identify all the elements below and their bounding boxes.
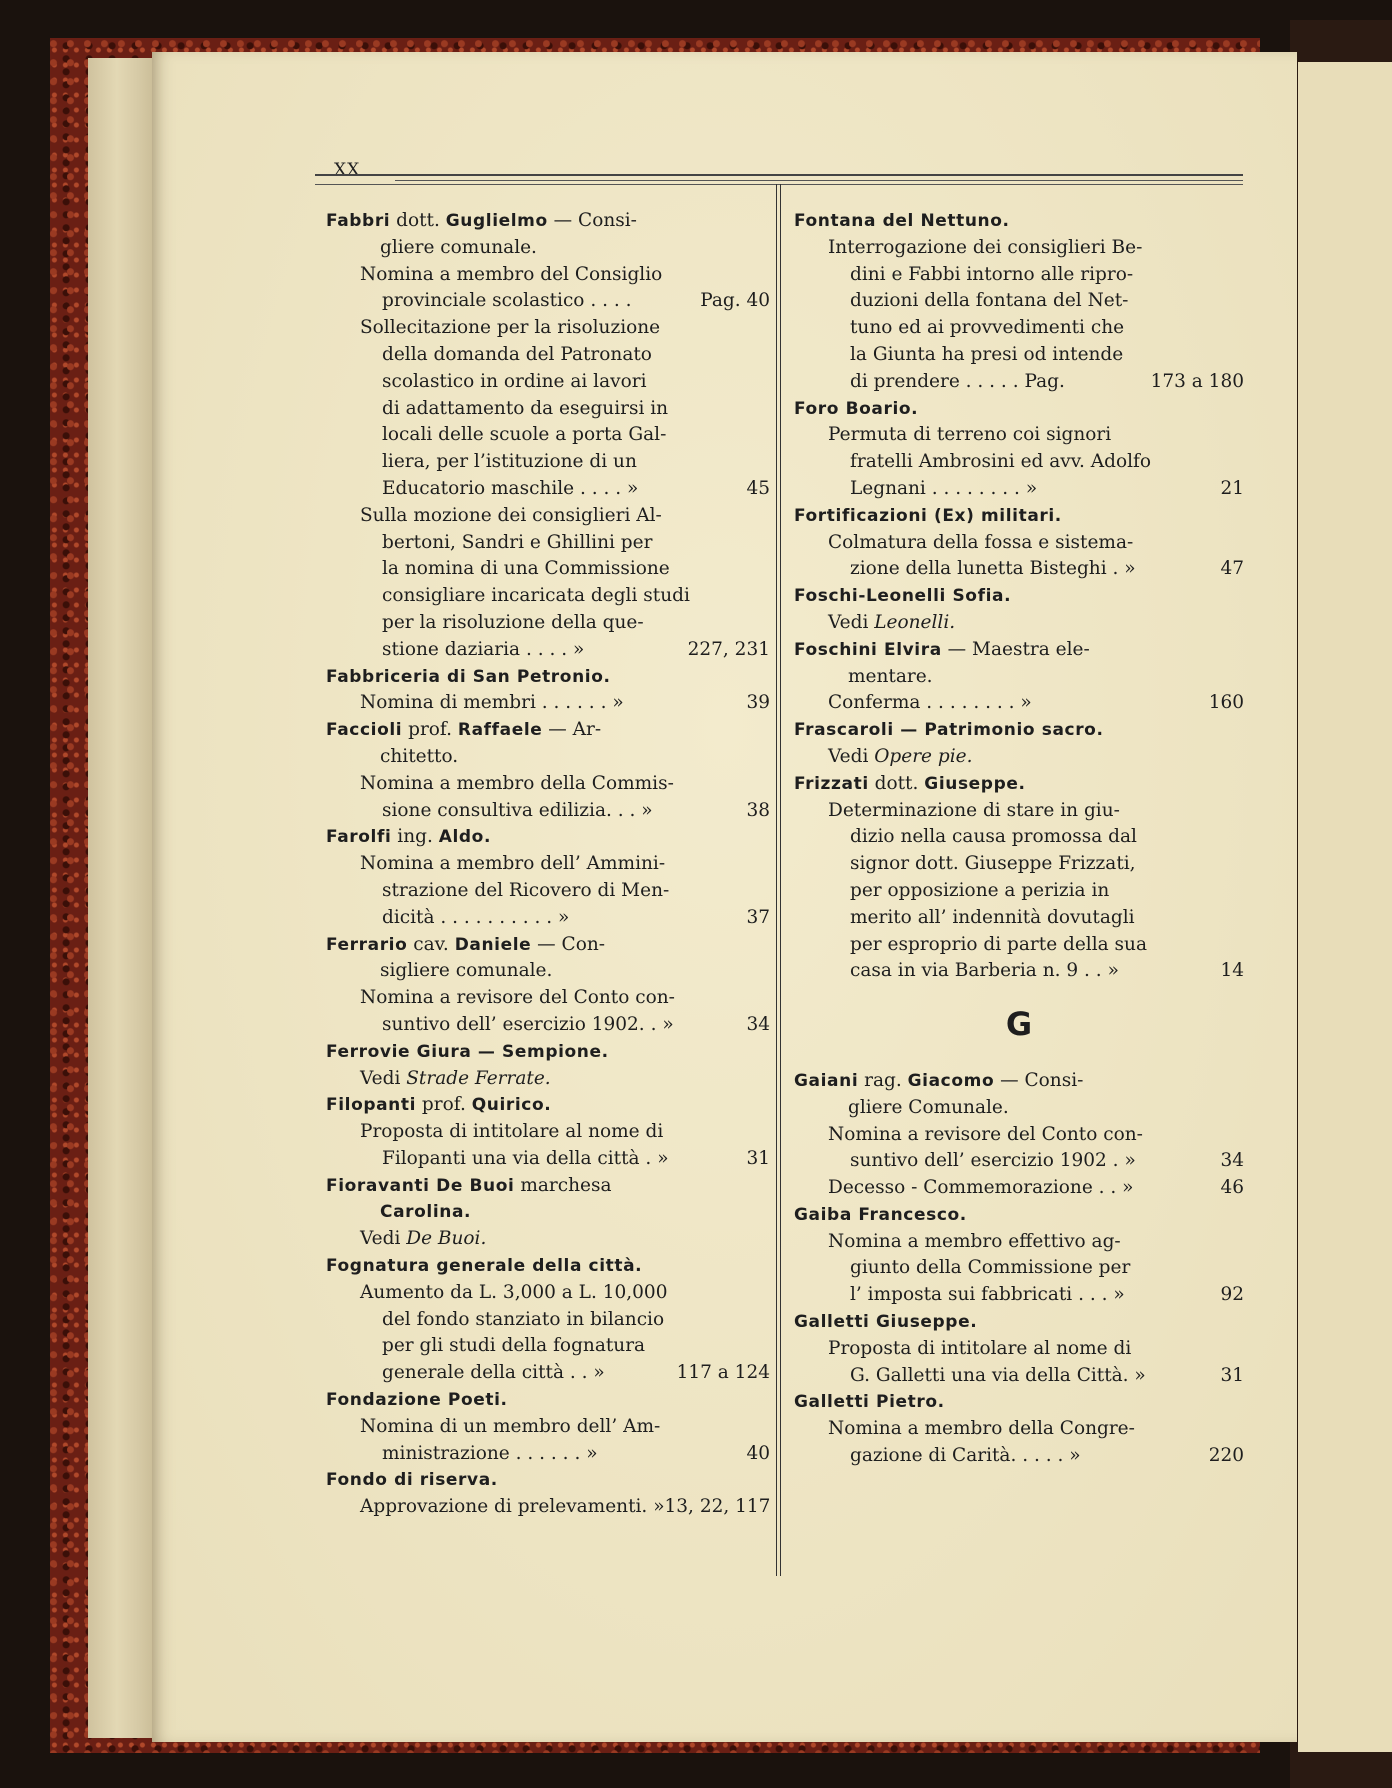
entry-text: Proposta di intitolare al nome di: [360, 1121, 664, 1143]
entry-text: Proposta di intitolare al nome di: [828, 1337, 1132, 1359]
entry-line: [326, 878, 770, 905]
entry-heading: [326, 664, 770, 691]
entry-text: Permuta di terreno coi signori: [828, 424, 1112, 446]
index-entry: [794, 637, 1244, 717]
entry-line: [794, 422, 1244, 449]
entry-text: Determinazione di stare in giu-: [828, 799, 1120, 821]
entry-line: [794, 878, 1244, 905]
index-entry: [326, 824, 770, 931]
entry-line: [794, 1255, 1244, 1282]
entry-heading: [794, 503, 1244, 530]
entry-title: dott.: [868, 772, 925, 794]
entry-text: per esproprio di parte della sua: [850, 933, 1147, 955]
entry-text: tuno ed ai provvedimenti che: [850, 317, 1125, 339]
entry-line: [326, 556, 770, 583]
index-entry: [794, 1202, 1244, 1309]
entry-line: [326, 985, 770, 1012]
entry-heading: [794, 637, 1244, 664]
entry-line: [326, 637, 770, 664]
entry-line: [326, 449, 770, 476]
page-reference: 14: [1220, 960, 1244, 982]
entry-title: dott.: [390, 210, 446, 231]
left-column: [326, 208, 770, 1521]
entry-name: Galletti Giuseppe.: [794, 1312, 978, 1333]
entry-text: fratelli Ambrosini ed avv. Adolfo: [850, 451, 1151, 473]
entry-line: [326, 1414, 770, 1441]
entry-name: Fondo di riserva.: [326, 1470, 498, 1491]
page-reference: 47: [1220, 558, 1244, 580]
page-reference: 31: [1220, 1364, 1244, 1386]
see-text: [360, 1066, 770, 1093]
entry-name: Fortificazioni (Ex) militari.: [794, 505, 1062, 526]
entry-line: [326, 422, 770, 449]
entry-line: [794, 1229, 1244, 1256]
entry-title: — Maestra ele-: [941, 638, 1090, 660]
page-reference: 37: [746, 906, 770, 928]
page-reference: Pag. 40: [700, 290, 770, 312]
facing-page-edge: [1298, 62, 1392, 1752]
entry-line: [794, 1336, 1244, 1363]
index-entry: [794, 1389, 1244, 1469]
entry-heading: [794, 717, 1244, 744]
entry-line: [794, 905, 1244, 932]
entry-line: [326, 1441, 770, 1468]
entry-line: [794, 1416, 1244, 1443]
entry-line: [794, 824, 1244, 851]
page-reference: 38: [746, 799, 770, 821]
entry-line: [794, 476, 1244, 503]
entry-line: [794, 262, 1244, 289]
entry-line: [794, 958, 1244, 985]
entry-text: Colmatura della fossa e sistema-: [828, 531, 1134, 553]
entry-name-given: Quirico.: [471, 1095, 552, 1116]
entry-line: [794, 315, 1244, 342]
entry-text: di adattamento da eseguirsi in: [382, 397, 669, 419]
entry-name: Fabbri: [326, 211, 391, 231]
index-entry: [326, 1092, 770, 1172]
entry-name: Ferrovie Giura — Sempione.: [326, 1041, 609, 1062]
see-target: Leonelli.: [874, 611, 956, 633]
entry-line: [326, 1360, 770, 1387]
entry-line: [326, 288, 770, 315]
index-entry: [794, 717, 1244, 771]
entry-heading: [794, 771, 1244, 798]
see-reference: [794, 610, 1244, 637]
entry-text: ministrazione . . . . . . »: [382, 1442, 598, 1464]
entry-text: merito all’ indennità dovutagli: [850, 906, 1135, 928]
entry-line: [794, 235, 1244, 262]
entry-text: liera, per l’istituzione di un: [382, 451, 637, 473]
entry-name-given: Giacomo: [907, 1070, 995, 1091]
entry-line: [794, 288, 1244, 315]
entry-line: [794, 690, 1244, 717]
entry-text: sione consultiva edilizia. . . »: [382, 799, 653, 821]
see-reference: [326, 1226, 770, 1253]
page-reference: 160: [1208, 692, 1244, 714]
entry-text: dicità . . . . . . . . . . »: [382, 906, 570, 928]
see-text: [828, 610, 1244, 637]
entry-line: [326, 396, 770, 423]
page-reference: 45: [746, 477, 770, 499]
entry-line: [326, 905, 770, 932]
entry-text: consigliare incaricata degli studi: [382, 585, 690, 607]
entry-role: — Consi-: [994, 1069, 1084, 1091]
entry-heading: [794, 1389, 1244, 1416]
entry-name-given: Daniele: [454, 934, 532, 955]
entry-text: per gli studi della fognatura: [382, 1335, 646, 1357]
entry-text: della domanda del Patronato: [382, 343, 652, 365]
entry-line: [326, 610, 770, 637]
entry-role: — Con-: [531, 933, 606, 955]
entry-title: marchesa: [514, 1174, 612, 1196]
entry-line: [326, 315, 770, 342]
entry-text: suntivo dell’ esercizio 1902. . »: [382, 1013, 674, 1035]
entry-line: [326, 342, 770, 369]
entry-text: provinciale scolastico . . . .: [382, 290, 632, 312]
entry-heading: [794, 1068, 1244, 1095]
entry-text: Sulla mozione dei consiglieri Al-: [360, 504, 662, 526]
entry-line: [326, 503, 770, 530]
entry-text: signor dott. Giuseppe Frizzati,: [850, 853, 1136, 875]
index-entry: [326, 932, 770, 1039]
entry-line: [794, 1148, 1244, 1175]
entry-name: Galletti Pietro.: [794, 1392, 945, 1413]
entry-title: prof.: [402, 719, 458, 741]
index-entry: [794, 1068, 1244, 1202]
index-entry: [326, 1387, 770, 1467]
entry-name-given: Guglielmo: [445, 211, 548, 231]
entry-text: Aumento da L. 3,000 a L. 10,000: [360, 1281, 668, 1303]
entry-name: Ferrario: [326, 934, 408, 955]
entry-text: strazione del Ricovero di Men-: [382, 879, 670, 901]
see-reference: [326, 1066, 770, 1093]
entry-text: gazione di Carità. . . . . »: [850, 1445, 1081, 1467]
page-edges: [88, 58, 160, 1738]
entry-name: Fondazione Poeti.: [326, 1390, 508, 1411]
index-entry: [794, 583, 1244, 637]
entry-line: [794, 932, 1244, 959]
entry-line: [794, 851, 1244, 878]
see-label: Vedi: [360, 1228, 407, 1250]
entry-text: suntivo dell’ esercizio 1902 . »: [850, 1150, 1136, 1172]
entry-line: [326, 476, 770, 503]
entry-heading: [326, 1092, 770, 1119]
page-reference: 34: [1220, 1150, 1244, 1172]
entry-name: Gaiani: [794, 1070, 859, 1091]
entry-heading: [326, 717, 770, 744]
see-text: [828, 744, 1244, 771]
entry-heading: [326, 1173, 770, 1200]
entry-heading: [794, 1309, 1244, 1336]
entry-name: Fontana del Nettuno.: [794, 211, 1010, 231]
entry-text: Educatorio maschile . . . . »: [382, 477, 639, 499]
entry-text: duzioni della fontana del Net-: [850, 290, 1129, 312]
entry-line: [326, 369, 770, 396]
page-reference: 227, 231: [687, 638, 770, 660]
entry-line: [794, 1363, 1244, 1390]
entry-line: [326, 1119, 770, 1146]
entry-text: Nomina a membro della Commis-: [360, 772, 674, 794]
entry-role: — Consi-: [547, 210, 637, 231]
see-label: Vedi: [360, 1067, 407, 1089]
entry-heading: [326, 1467, 770, 1494]
see-reference: [794, 744, 1244, 771]
entry-line: [326, 1494, 770, 1521]
entry-line: [326, 1307, 770, 1334]
entry-title: rag.: [858, 1069, 908, 1091]
index-entry: [794, 396, 1244, 503]
entry-text: Nomina a membro dell’ Ammini-: [360, 853, 666, 875]
page-reference: 92: [1220, 1284, 1244, 1306]
entry-line: [326, 1333, 770, 1360]
entry-heading: [326, 208, 770, 235]
entry-line: [794, 449, 1244, 476]
entry-name: Faccioli: [326, 720, 403, 741]
entry-heading: [794, 208, 1244, 235]
entry-title: ing.: [391, 826, 439, 848]
entry-text: la nomina di una Commissione: [382, 558, 670, 580]
entry-text: dini e Fabbi intorno alle ripro-: [850, 263, 1134, 285]
index-entry: [794, 208, 1244, 396]
entry-heading: [326, 932, 770, 959]
entry-text: Nomina a membro effettivo ag-: [828, 1230, 1121, 1252]
see-label: Vedi: [828, 745, 875, 767]
entry-heading: [326, 1039, 770, 1066]
entry-text: per opposizione a perizia in: [850, 879, 1110, 901]
entry-heading: [326, 1253, 770, 1280]
entry-text: Filopanti una via della città . »: [382, 1147, 669, 1169]
entry-line: [326, 1012, 770, 1039]
see-text: [360, 1226, 770, 1253]
header-rule-inner: [395, 180, 1243, 181]
entry-text: casa in via Barberia n. 9 . . »: [850, 960, 1119, 982]
index-entry: [794, 1309, 1244, 1389]
entry-text: Conferma . . . . . . . . »: [828, 692, 1032, 714]
column-divider: [776, 184, 777, 1576]
entry-text: G. Galletti una via della Città. »: [850, 1364, 1146, 1386]
entry-name: Foschi-Leonelli Sofia.: [794, 586, 1012, 607]
entry-text: Nomina a membro del Consiglio: [360, 263, 663, 285]
entry-line: [326, 1146, 770, 1173]
entry-line: [794, 1122, 1244, 1149]
entry-heading-cont: gliere Comunale.: [848, 1096, 1009, 1118]
entry-text: Sollecitazione per la risoluzione: [360, 317, 661, 339]
page-reference: 46: [1220, 1177, 1244, 1199]
page-reference: 21: [1220, 477, 1244, 499]
header-rule: [315, 174, 1243, 176]
entry-role: — Ar-: [542, 719, 602, 741]
entry-line: [326, 583, 770, 610]
section-letter: G: [1005, 1005, 1033, 1044]
entry-text: Nomina di membri . . . . . . »: [360, 692, 624, 714]
entry-line: [326, 262, 770, 289]
entry-line: [326, 530, 770, 557]
entry-text: di prendere . . . . . Pag.: [850, 370, 1065, 392]
entry-text: scolastico in ordine ai lavori: [382, 370, 647, 392]
entry-heading: [326, 824, 770, 851]
entry-text: dizio nella causa promossa dal: [850, 826, 1137, 848]
entry-text: Nomina a revisore del Conto con-: [828, 1123, 1143, 1145]
entry-line: [794, 342, 1244, 369]
entry-line: [794, 1282, 1244, 1309]
entry-name-given: Carolina.: [380, 1202, 472, 1223]
index-entry: [326, 1173, 770, 1253]
index-entry: [326, 208, 770, 664]
index-entry: [794, 771, 1244, 985]
entry-text: Legnani . . . . . . . . »: [850, 477, 1038, 499]
entry-text: del fondo stanziato in bilancio: [382, 1308, 665, 1330]
entry-text: l’ imposta sui fabbricati . . . »: [850, 1284, 1125, 1306]
entry-heading: [794, 396, 1244, 423]
entry-name: Fabbriceria di San Petronio.: [326, 666, 611, 687]
index-entry: [326, 1253, 770, 1387]
page-reference: 220: [1208, 1445, 1244, 1467]
entry-text: Nomina a membro della Congre-: [828, 1418, 1135, 1440]
entry-name: Foro Boario.: [794, 398, 919, 419]
entry-heading: [794, 1202, 1244, 1229]
entry-text: la Giunta ha presi od intende: [850, 343, 1124, 365]
entry-text: Interrogazione dei consiglieri Be-: [828, 236, 1143, 258]
entry-line: [794, 530, 1244, 557]
entry-name: Filopanti: [326, 1095, 417, 1116]
entry-heading-cont: sigliere comunale.: [380, 960, 553, 982]
page-reference: 13, 22, 117: [664, 1496, 771, 1518]
index-entry: [326, 717, 770, 824]
index-entry: [326, 1467, 770, 1521]
entry-name-given: Giuseppe.: [924, 773, 1026, 794]
entry-text: stione daziaria . . . . »: [382, 638, 585, 660]
entry-name: Frascaroli — Patrimonio sacro.: [794, 720, 1104, 741]
entry-heading-cont: chitetto.: [380, 745, 459, 767]
entry-heading: [326, 1387, 770, 1414]
entry-line: [326, 851, 770, 878]
column-divider-double: [780, 184, 781, 1576]
entry-name: Gaiba Francesco.: [794, 1204, 967, 1225]
entry-text: Decesso - Commemorazione . . »: [828, 1177, 1134, 1199]
index-entry: [326, 1039, 770, 1093]
entry-line: [326, 798, 770, 825]
entry-line: [794, 1175, 1244, 1202]
entry-title: prof.: [416, 1094, 472, 1116]
entry-line: [326, 690, 770, 717]
entry-text: Nomina a revisore del Conto con-: [360, 987, 675, 1009]
entry-text: Approvazione di prelevamenti. »: [360, 1496, 665, 1518]
entry-text: locali delle scuole a porta Gal-: [382, 424, 667, 446]
entry-name: Fognatura generale della città.: [326, 1256, 643, 1277]
entry-line: [794, 369, 1244, 396]
entry-heading-cont: [326, 1199, 770, 1226]
index-entry: [326, 664, 770, 718]
page-reference: 34: [746, 1013, 770, 1035]
entry-line: [794, 556, 1244, 583]
page-number: XX: [334, 160, 361, 180]
entry-title: cav.: [407, 933, 455, 955]
entry-text: bertoni, Sandri e Ghillini per: [382, 531, 653, 553]
page-reference: 39: [746, 692, 770, 714]
see-label: Vedi: [828, 611, 875, 633]
entry-heading-cont: gliere comunale.: [380, 236, 537, 258]
entry-line: [326, 1280, 770, 1307]
header-rule-lower: [315, 184, 1243, 185]
page-reference: 31: [746, 1147, 770, 1169]
entry-text: zione della lunetta Bisteghi . »: [850, 558, 1136, 580]
entry-heading: [794, 583, 1244, 610]
see-target: De Buoi.: [406, 1228, 487, 1250]
see-target: Strade Ferrate.: [406, 1067, 551, 1089]
entry-name: Farolfi: [326, 827, 392, 848]
entry-text: per la risoluzione della que-: [382, 611, 644, 633]
entry-line: [794, 1443, 1244, 1470]
entry-text: giunto della Commissione per: [850, 1257, 1131, 1279]
see-target: Opere pie.: [874, 745, 973, 767]
entry-name-given: Raffaele: [457, 720, 543, 741]
page-reference: 117 a 124: [676, 1362, 770, 1384]
page-reference: 173 a 180: [1150, 370, 1244, 392]
entry-name: Frizzati: [794, 773, 869, 794]
entry-heading-cont: mentare.: [848, 665, 933, 687]
entry-text: generale della città . . »: [382, 1362, 605, 1384]
entry-name-given: Aldo.: [438, 827, 492, 848]
entry-text: Nomina di un membro dell’ Am-: [360, 1415, 661, 1437]
right-column: [794, 208, 1244, 1470]
entry-name: Fioravanti De Buoi: [326, 1175, 515, 1196]
entry-name: Foschini Elvira: [794, 639, 942, 660]
entry-line: [326, 771, 770, 798]
index-entry: [794, 503, 1244, 583]
entry-line: [794, 798, 1244, 825]
page-reference: 40: [746, 1442, 770, 1464]
